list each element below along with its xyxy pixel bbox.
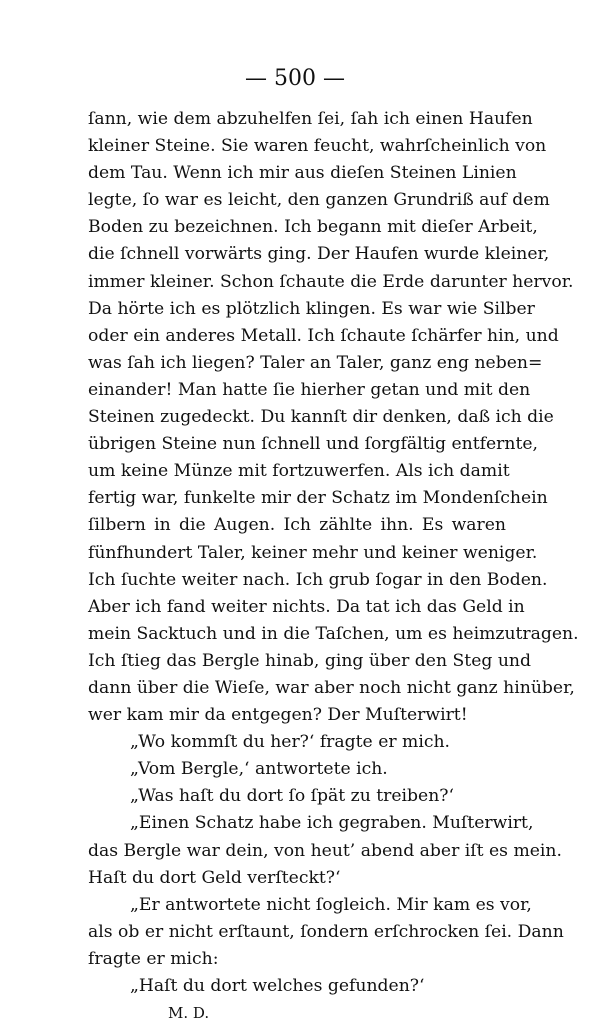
text-line: was ſah ich liegen? Taler an Taler, ganz eng neben= <box>88 352 543 373</box>
text-line: fertig war, funkelte mir der Schatz im Mondenſchein <box>88 488 548 509</box>
text-line: ſilbern in die Augen. Ich zählte ihn. Es waren <box>88 515 506 536</box>
text-line: Ich ſtieg das Bergle hinab, ging über den Steg und <box>88 650 531 671</box>
text-line: fünfhundert Taler, keiner mehr und keiner weniger. <box>88 542 538 563</box>
text-line: Aber ich fand weiter nichts. Da tat ich das Geld in <box>88 596 525 617</box>
dialogue-line: „Wo kommſt du her?‘ fragte er mich. <box>130 732 450 753</box>
page-number: — 500 — <box>245 66 345 91</box>
dialogue-line: „Er antwortete nicht ſogleich. Mir kam es vor, <box>130 894 532 915</box>
text-line: fragte er mich: <box>88 948 219 969</box>
text-line: immer kleiner. Schon ſchaute die Erde darunter hervor. <box>88 271 574 292</box>
text-line: legte, ſo war es leicht, den ganzen Grundriß auf dem <box>88 190 550 211</box>
text-line: übrigen Steine nun ſchnell und ſorgfältig entfernte, <box>88 434 538 455</box>
text-line: einander! Man hatte ſie hierher getan und mit den <box>88 379 531 400</box>
text-line: Ich ſuchte weiter nach. Ich grub ſogar in den Boden. <box>88 569 548 590</box>
text-line: das Bergle war dein, von heut’ abend aber iſt es mein. <box>88 840 562 861</box>
text-line: dann über die Wieſe, war aber noch nicht ganz hinüber, <box>88 677 575 698</box>
dialogue-line: „Haſt du dort welches gefunden?‘ <box>130 976 425 996</box>
body-text <box>88 106 579 1027</box>
text-line: um keine Münze mit fortzuwerfen. Als ich damit <box>88 461 510 482</box>
dialogue-line: „Was haſt du dort ſo ſpät zu treiben?‘ <box>130 786 454 807</box>
text-line: Haſt du dort Geld verſteckt?‘ <box>88 867 341 888</box>
text-line: Da hörte ich es plötzlich klingen. Es war wie Silber <box>88 298 535 319</box>
dialogue-line: „Einen Schatz habe ich gegraben. Muſterwirt, <box>130 813 534 834</box>
text-line: oder ein anderes Metall. Ich ſchaute ſchärfer hin, und <box>88 325 559 346</box>
dialogue-line: „Vom Bergle,‘ antwortete ich. <box>130 759 388 780</box>
text-line: Steinen zugedeckt. Du kannſt dir denken, daß ich die <box>88 407 554 428</box>
author-signature: M. D. <box>168 1004 210 1023</box>
text-line: kleiner Steine. Sie waren feucht, wahrſcheinlich von <box>88 136 547 157</box>
text-line: dem Tau. Wenn ich mir aus dieſen Steinen Linien <box>88 163 517 184</box>
text-line: mein Sacktuch und in die Taſchen, um es heimzutragen. <box>88 623 579 644</box>
text-line: Boden zu bezeichnen. Ich begann mit dieſer Arbeit, <box>88 217 538 238</box>
text-line: wer kam mir da entgegen? Der Muſterwirt! <box>88 705 468 726</box>
text-line: als ob er nicht erſtaunt, ſondern erſchrocken ſei. Dann <box>88 921 564 942</box>
text-line: ſann, wie dem abzuhelfen ſei, ſah ich einen Haufen <box>88 109 533 129</box>
text-line: die ſchnell vorwärts ging. Der Haufen wurde kleiner, <box>88 244 550 265</box>
